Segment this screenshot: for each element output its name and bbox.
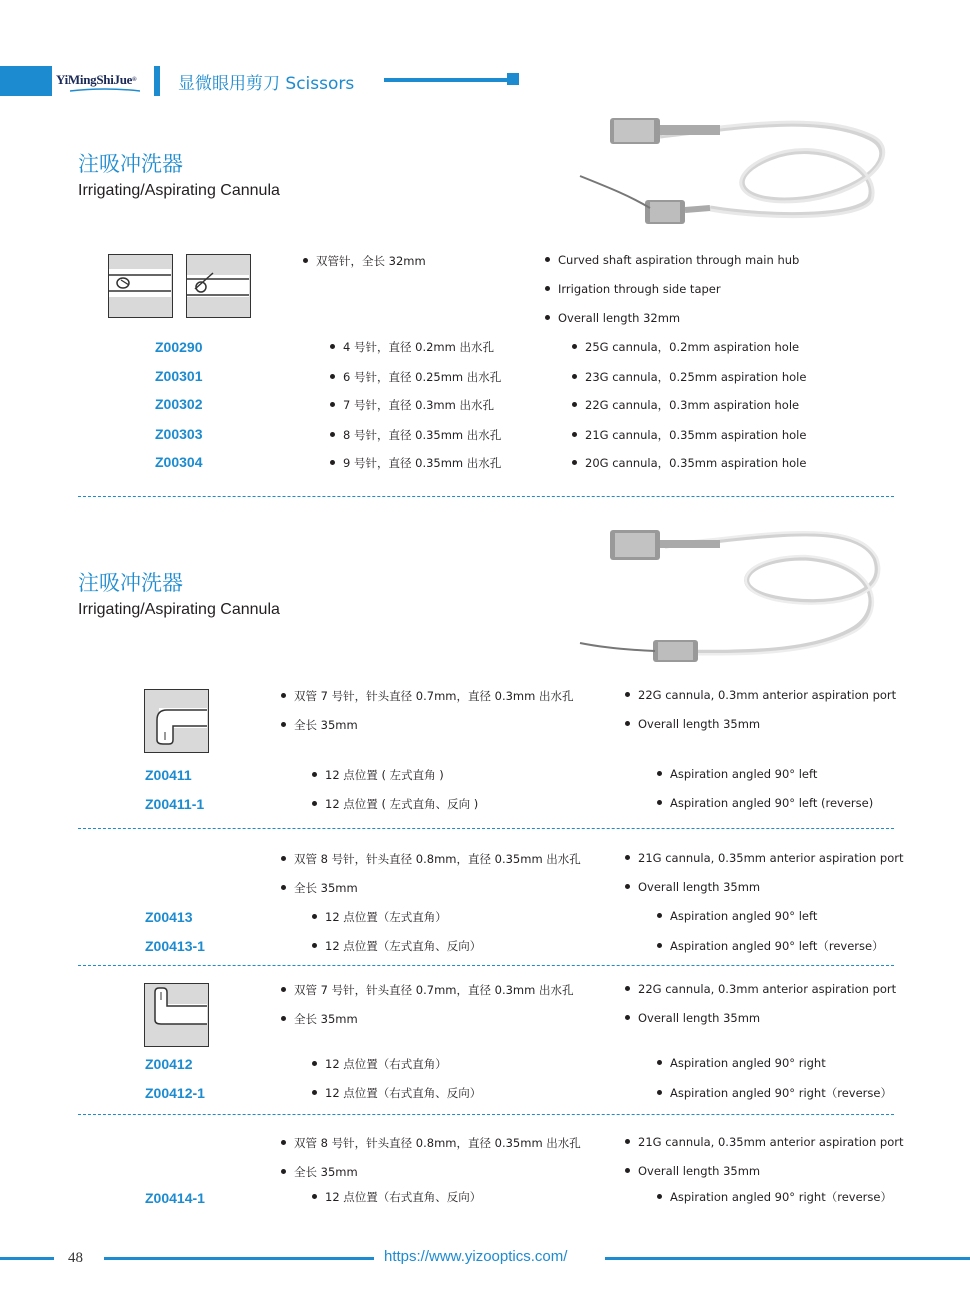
spec-cn: 4 号针，直径 0.2mm 出水孔 [330,339,494,355]
header-rule-square [507,73,519,85]
spec-en: Aspiration angled 90° left (reverse) [657,796,873,810]
spec-en: Aspiration angled 90° right [657,1056,826,1070]
group-cn-bullet: 双管 7 号针，针头直径 0.7mm，直径 0.3mm 出水孔 [281,688,573,704]
group-en-bullet: 22G cannula, 0.3mm anterior aspiration port [625,982,896,996]
spec-cn: 12 点位置 ( 左式直角、反向 ) [312,796,478,812]
spec-en: Aspiration angled 90° left [657,767,817,781]
group-cn-bullet: 双管 7 号针，针头直径 0.7mm，直径 0.3mm 出水孔 [281,982,573,998]
product-code: Z00290 [155,339,203,355]
group-en-bullet: 21G cannula, 0.35mm anterior aspiration port [625,851,903,865]
spec-en: 21G cannula，0.35mm aspiration hole [572,427,806,443]
spec-cn: 12 点位置（左式直角、反向） [312,938,481,954]
product-code: Z00301 [155,368,203,384]
website-link[interactable]: https://www.yizooptics.com/ [384,1248,568,1265]
group-en-bullet: Overall length 35mm [625,1164,760,1178]
product-code: Z00303 [155,426,203,442]
product-code: Z00304 [155,454,203,470]
group-cn-bullet: 全长 35mm [281,1011,358,1027]
product-code: Z00413 [145,909,193,925]
spec-en: 22G cannula，0.3mm aspiration hole [572,397,799,413]
section-divider [78,965,894,966]
spec-cn: 12 点位置（右式直角、反向） [312,1085,481,1101]
section-divider [78,496,894,497]
footer-rule-left [0,1257,54,1260]
spec-en: Aspiration angled 90° left（reverse） [657,938,884,954]
spec-en: 23G cannula，0.25mm aspiration hole [572,369,806,385]
section-divider [78,828,894,829]
spec-cn: 8 号针，直径 0.35mm 出水孔 [330,427,501,443]
group-en-bullet: Overall length 35mm [625,1011,760,1025]
spec-cn: 12 点位置 ( 左式直角 ) [312,767,444,783]
cannula-product-image-2 [575,518,895,668]
group-en-bullet: 21G cannula, 0.35mm anterior aspiration port [625,1135,903,1149]
cannula-product-image-1 [570,108,890,228]
group-cn-bullet: 全长 35mm [281,717,358,733]
section1-cn-bullet: 双管针，全长 32mm [303,253,426,269]
header-accent-bar [0,66,52,96]
section-divider [78,1114,894,1115]
section1-title-cn: 注吸冲洗器 [78,152,183,176]
spec-en: 25G cannula，0.2mm aspiration hole [572,339,799,355]
tip-thumbnail-straight [108,254,173,318]
group-cn-bullet: 双管 8 号针，针头直径 0.8mm，直径 0.35mm 出水孔 [281,1135,581,1151]
logo-swoosh-icon [70,88,140,92]
section1-en-bullet: Curved shaft aspiration through main hub [545,253,799,267]
section1-title-en: Irrigating/Aspirating Cannula [78,182,280,199]
spec-en: Aspiration angled 90° right（reverse） [657,1085,892,1101]
footer-rule-middle [104,1257,374,1260]
spec-en: Aspiration angled 90° right（reverse） [657,1189,892,1205]
tip-thumbnail-angled [186,254,251,318]
header-rule [384,78,510,82]
brand-logo: YiMingShiJue ® [56,72,137,87]
product-code: Z00411-1 [145,796,205,812]
group-cn-bullet: 全长 35mm [281,880,358,896]
product-code: Z00302 [155,396,203,412]
section1-en-bullet: Irrigation through side taper [545,282,721,296]
spec-cn: 12 点位置（左式直角） [312,909,447,925]
group-cn-bullet: 全长 35mm [281,1164,358,1180]
product-code: Z00411 [145,767,192,783]
spec-cn: 7 号针，直径 0.3mm 出水孔 [330,397,494,413]
product-code: Z00414-1 [145,1190,205,1206]
group-en-bullet: Overall length 35mm [625,880,760,894]
spec-cn: 9 号针，直径 0.35mm 出水孔 [330,455,501,471]
group-en-bullet: Overall length 35mm [625,717,760,731]
spec-cn: 6 号针，直径 0.25mm 出水孔 [330,369,501,385]
section2-title-en: Irrigating/Aspirating Cannula [78,601,280,618]
tip-thumbnail-left-angle [144,689,209,753]
product-code: Z00412-1 [145,1085,205,1101]
spec-cn: 12 点位置（右式直角） [312,1056,447,1072]
spec-cn: 12 点位置（右式直角、反向） [312,1189,481,1205]
group-en-bullet: 22G cannula, 0.3mm anterior aspiration port [625,688,896,702]
group-cn-bullet: 双管 8 号针，针头直径 0.8mm，直径 0.35mm 出水孔 [281,851,581,867]
section2-title-cn: 注吸冲洗器 [78,571,183,595]
spec-en: Aspiration angled 90° left [657,909,817,923]
header-separator [154,66,160,96]
tip-thumbnail-right-angle [144,983,209,1047]
section1-en-bullet: Overall length 32mm [545,311,680,325]
page-category-title: 显微眼用剪刀 Scissors [178,74,355,94]
product-code: Z00413-1 [145,938,205,954]
page-number: 48 [68,1250,83,1266]
footer-rule-right [605,1257,970,1260]
spec-en: 20G cannula，0.35mm aspiration hole [572,455,806,471]
product-code: Z00412 [145,1056,193,1072]
